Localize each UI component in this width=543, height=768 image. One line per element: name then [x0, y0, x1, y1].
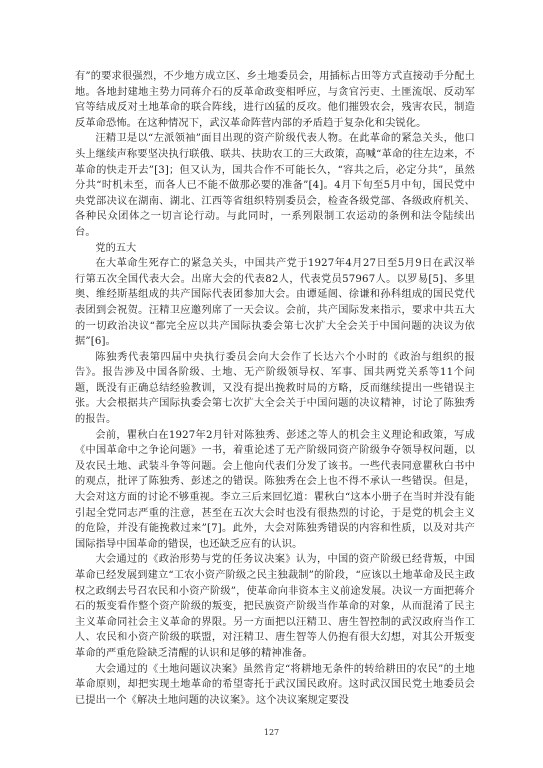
paragraph-land-resolution: 大会通过的《土地问题议决案》虽然肯定“将耕地无条件的转给耕田的农民”的土地革命原则，却把实现土地革命的希望寄托于武汉国民政府。这时武汉国民党土地委员会已提出一个《解决土地问题的决议案》。这个决议案规定要没	[75, 663, 475, 706]
section-heading: 党的五大	[95, 242, 137, 254]
paragraph-fifth-congress: 在大革命生死存亡的紧急关头，中国共产党于1927年4月27日至5月9日在武汉举行第五次全国代表大会。出席大会的代表82人，代表党员57967人。以罗易[5]、多里奥、维经斯基组成的共产国际代表团参加大会。由谭延闿、徐谦和孙科组成的国民党代表团到会祝贺。汪精卫应邀列席了一天会议。会前，共产国际发来指示，要求中共五大的一切政治决议“都完全应以共产国际执委会第七次扩大全会关于中国问题的决议为依据”[6]。	[75, 258, 475, 348]
paragraph-continued: 有”的要求很强烈，不少地方成立区、乡土地委员会，用插标占田等方式直接动手分配土地。各地封建地主势力同蒋介石的反革命政变相呼应，与贪官污吏、土匪流氓、反动军官等结成反对土地革命的联合阵线，进行凶猛的反攻。他们摧毁农会，残害农民，制造反革命恐怖。在这种情况下，武汉革命阵营内部的矛盾趋于复杂化和尖锐化。	[75, 71, 475, 129]
paragraph-qu-qiubai: 会前，瞿秋白在1927年2月针对陈独秀、彭述之等人的机会主义理论和政策，写成《中国革命中之争论问题》一书，着重论述了无产阶级同资产阶级争夺领导权问题，以及农民土地、武装斗争等问题。会上他向代表们分发了该书。一些代表同意瞿秋白书中的观点，批评了陈独秀、彭述之的错误。陈独秀在会上也不得不承认一些错误。但是，大会对这方面的讨论不够重视。李立三后来回忆道：瞿秋白“这本小册子在当时并没有能引起全党同志严重的注意，甚至在五次大会时也没有很热烈的讨论，于是党的机会主义的危险，并没有能挽救过来”[7]。此外，大会对陈独秀错误的内容和性质，以及对共产国际指导中国革命的错误，也还缺乏应有的认识。	[75, 429, 475, 550]
paragraph-political-resolution: 大会通过的《政治形势与党的任务议决案》认为，中国的资产阶级已经背叛，中国革命已经发展到建立“工农小资产阶级之民主独裁制”的阶段，“应该以土地革命及民主政权之政纲去号召农民和小资产阶级”，使革命向非资本主义前途发展。决议一方面把蒋介石的叛变看作整个资产阶级的叛变，把民族资产阶级当作革命的对象，从而混淆了民主主义革命同社会主义革命的界限。另一方面把以汪精卫、唐生智控制的武汉政府当作工人、农民和小资产阶级的联盟，对汪精卫、唐生智等人仍抱有很大幻想，对其公开叛变革命的严重危险缺乏清醒的认识和足够的精神准备。	[75, 554, 475, 659]
paragraph-wang-jingwei: 汪精卫是以“左派领袖”面目出现的资产阶级代表人物。在此革命的紧急关头，他口头上继续声称要坚决执行联俄、联共、扶助农工的三大政策，高喊“革命的往左边来，不革命的快走开去”[3]；但又认为，国共合作不可能长久，“容共之后，必定分共”，虽然分共“时机未至，而各人已不能不做那必要的准备”[4]。4月下旬至5月中旬，国民党中央党部决议在湖南、湖北、江西等省组织特别委员会，检查各级党部、各级政府机关、各种民众团体之一切言论行动。与此同时，一系列限制工农运动的条例和法令陆续出台。	[75, 133, 475, 238]
page-number: 127	[263, 728, 280, 737]
paragraph-chen-duxiu-report: 陈独秀代表第四届中央执行委员会向大会作了长达六个小时的《政治与组织的报告》。报告涉及中国各阶级、土地、无产阶级领导权、军事、国共两党关系等11个问题，既没有正确总结经验教训，又没有提出挽救时局的方略，反而继续提出一些错误主张。大会根据共产国际执委会第七次扩大全会关于中国问题的决议精神，讨论了陈独秀的报告。	[75, 351, 475, 426]
page-body	[75, 69, 475, 706]
